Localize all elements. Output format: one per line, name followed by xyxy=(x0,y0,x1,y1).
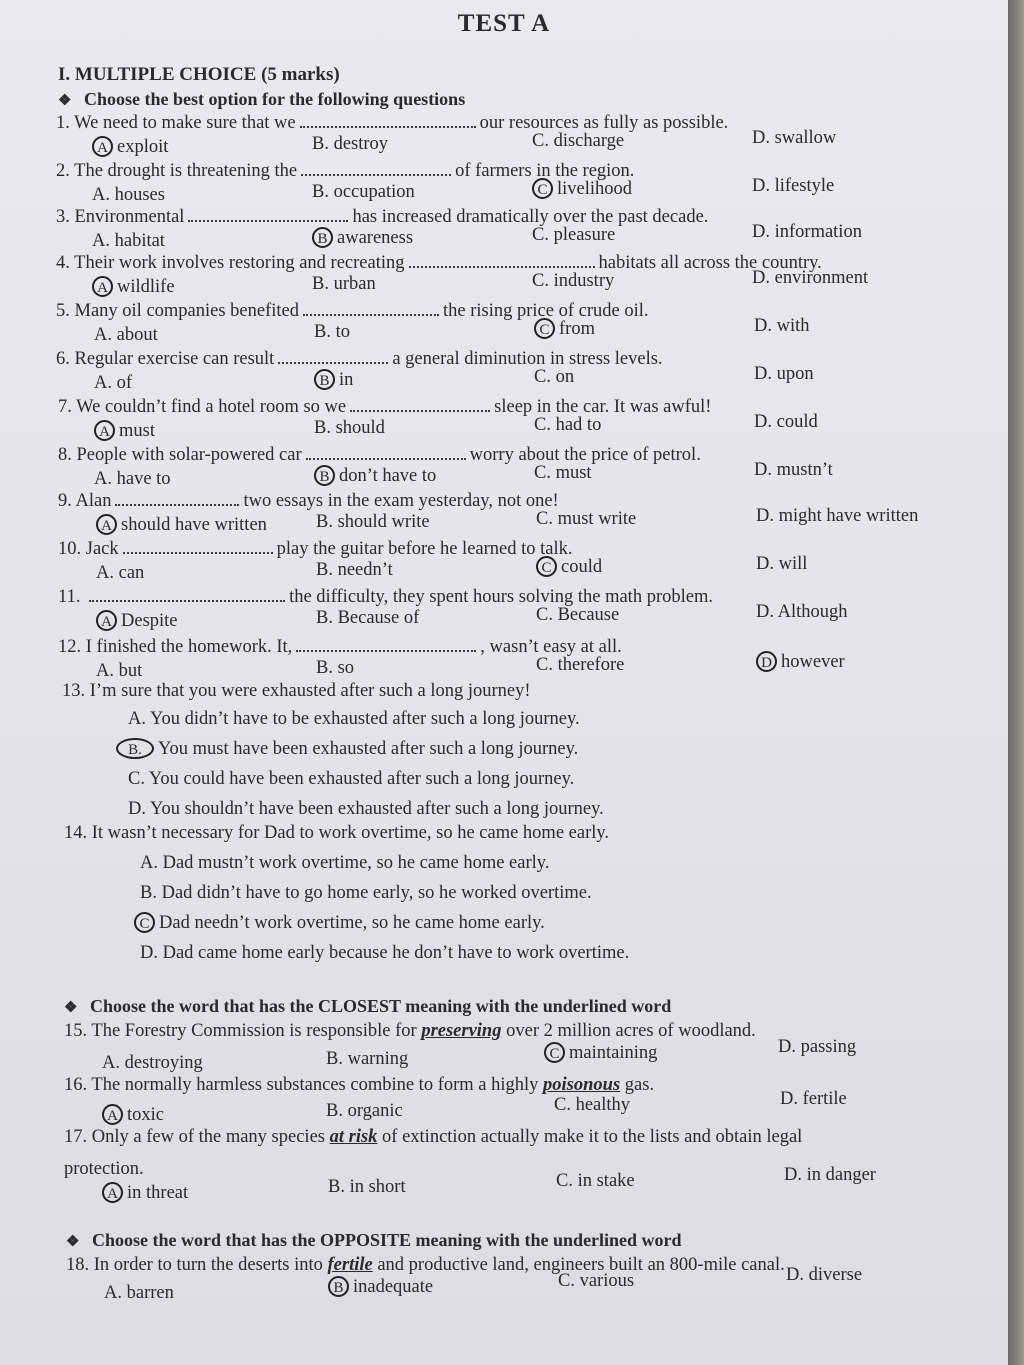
question-10-option-a[interactable] xyxy=(96,562,144,584)
question-stem xyxy=(58,444,701,466)
option-text: C. discharge xyxy=(532,131,625,151)
option-text: livelihood xyxy=(557,179,633,199)
question-stem-end: a general diminution in stress levels. xyxy=(392,349,663,369)
question-stem-end: habitats all across the country. xyxy=(598,253,822,273)
question-6-option-a[interactable] xyxy=(94,372,132,394)
diamond-bullet-icon: ❖ xyxy=(58,93,72,109)
q17-stem-line2: protection. xyxy=(64,1159,144,1179)
selected-answer-circle: A xyxy=(96,610,117,631)
question-5-option-b[interactable] xyxy=(314,321,350,343)
question-4-option-a[interactable] xyxy=(92,276,175,298)
question-11-option-c[interactable] xyxy=(536,604,619,626)
question-3-option-d[interactable] xyxy=(752,221,862,243)
answer-blank[interactable] xyxy=(306,444,466,460)
question-7-option-d[interactable] xyxy=(754,411,818,433)
q15-stem-start: 15. The Forestry Commission is responsible for xyxy=(64,1021,417,1041)
question-2-option-a[interactable] xyxy=(92,184,165,206)
question-stem-end: , wasn’t easy at all. xyxy=(480,637,622,657)
q18-option-b-text: inadequate xyxy=(353,1277,434,1297)
question-5-option-d[interactable] xyxy=(754,315,810,337)
question-5-option-c[interactable] xyxy=(534,318,595,340)
question-number: 1. xyxy=(56,113,75,133)
question-stem-start: Alan xyxy=(75,491,112,511)
question-2-option-d[interactable] xyxy=(752,175,834,197)
question-4-option-d[interactable] xyxy=(752,267,868,289)
question-6-option-c[interactable] xyxy=(534,366,574,388)
question-10-option-c[interactable] xyxy=(536,556,602,578)
option-text: Despite xyxy=(121,611,178,631)
q15-option-c-text: maintaining xyxy=(569,1043,658,1063)
q16-stem-end: gas. xyxy=(624,1075,655,1095)
q18-option-a[interactable]: A. barren xyxy=(104,1283,174,1303)
answer-blank[interactable] xyxy=(409,252,595,268)
option-text: however xyxy=(781,652,845,672)
option-text: D. might have written xyxy=(756,506,919,526)
question-stem-start: We couldn’t find a hotel room so we xyxy=(76,397,347,417)
answer-blank[interactable] xyxy=(278,348,388,364)
q18-option-c[interactable]: C. various xyxy=(558,1271,635,1291)
selected-answer-circle: B xyxy=(328,1276,349,1297)
selected-answer-circle: C xyxy=(544,1042,565,1063)
option-text: A. can xyxy=(96,563,145,583)
question-stem xyxy=(58,490,559,512)
question-stem-end: our resources as fully as possible. xyxy=(479,113,729,133)
option-text: C. industry xyxy=(532,271,615,291)
question-1-option-a[interactable] xyxy=(92,136,168,158)
q16-stem xyxy=(64,1074,654,1096)
option-text: should have written xyxy=(121,515,267,535)
q17-option-d[interactable]: D. in danger xyxy=(784,1165,876,1185)
question-12-option-c[interactable] xyxy=(536,654,624,676)
option-text: C. had to xyxy=(534,415,602,435)
option-text: from xyxy=(559,319,595,339)
q16-option-c[interactable]: C. healthy xyxy=(554,1095,631,1115)
question-stem-end: the rising price of crude oil. xyxy=(443,301,649,321)
option-text: must xyxy=(119,421,155,441)
option-text: D. environment xyxy=(752,268,869,288)
question-1-option-c[interactable] xyxy=(532,130,624,152)
answer-blank[interactable] xyxy=(115,490,239,506)
question-3-option-b[interactable] xyxy=(312,227,413,249)
option-text: don’t have to xyxy=(339,466,437,486)
question-number: 8. xyxy=(58,445,77,465)
option-text: exploit xyxy=(117,137,169,157)
instruction-text: Choose the word that has the CLOSEST meaning with the underlined word xyxy=(90,996,672,1016)
selected-answer-circle: A xyxy=(92,276,113,297)
question-8-option-a[interactable] xyxy=(94,468,171,490)
q14-stem: 14. It wasn’t necessary for Dad to work overtime, so he came home early. xyxy=(64,823,610,843)
question-9-option-b[interactable] xyxy=(316,511,430,533)
option-text: C. must xyxy=(534,463,592,483)
option-text: D. upon xyxy=(754,364,814,384)
answer-blank[interactable] xyxy=(296,636,476,652)
q14-option-a[interactable]: A. Dad mustn’t work overtime, so he came home early. xyxy=(140,853,550,873)
option-text: B. urban xyxy=(312,274,376,294)
option-text: B. Because of xyxy=(316,608,420,628)
q17-option-c[interactable]: C. in stake xyxy=(556,1171,635,1191)
question-6-option-d[interactable] xyxy=(754,363,814,385)
answer-blank[interactable] xyxy=(303,300,439,316)
instruction-best-option xyxy=(58,89,465,110)
option-text: B. destroy xyxy=(312,134,389,154)
question-9-option-a[interactable] xyxy=(96,514,267,536)
question-number: 3. xyxy=(56,207,75,227)
answer-blank[interactable] xyxy=(301,160,451,176)
selected-answer-circle: A xyxy=(94,420,115,441)
option-text: B. should write xyxy=(316,512,430,532)
question-12-option-b[interactable] xyxy=(316,657,354,679)
q18-option-d[interactable]: D. diverse xyxy=(786,1265,863,1285)
option-text: could xyxy=(561,557,603,577)
q15-underlined-word: preserving xyxy=(421,1021,502,1041)
question-number: 7. xyxy=(58,397,77,417)
option-text: wildlife xyxy=(117,277,175,297)
q13-option-d[interactable]: D. You shouldn’t have been exhausted after such a long journey. xyxy=(128,799,604,819)
option-text: B. occupation xyxy=(312,182,415,202)
q14-option-d[interactable]: D. Dad came home early because he don’t have to work overtime. xyxy=(140,943,630,963)
question-11-option-d[interactable] xyxy=(756,601,847,623)
selected-answer-circle: B xyxy=(314,369,335,390)
q13-option-d-text: You shouldn’t have been exhausted after such a long journey. xyxy=(149,799,604,819)
answer-blank[interactable] xyxy=(350,396,490,412)
selected-answer-circle: C xyxy=(134,912,155,933)
q16-stem-start: 16. The normally harmless substances combine to form a highly xyxy=(64,1075,539,1095)
question-7-option-b[interactable] xyxy=(314,417,385,439)
question-8-option-c[interactable] xyxy=(534,462,592,484)
question-stem xyxy=(58,538,573,560)
q17-option-a-text: in threat xyxy=(127,1183,189,1203)
option-text: C. on xyxy=(534,367,575,387)
q16-option-a[interactable] xyxy=(102,1104,164,1126)
option-text: A. but xyxy=(96,661,143,681)
selected-answer-circle: B. xyxy=(116,738,154,759)
q17-option-b[interactable]: B. in short xyxy=(328,1177,406,1197)
question-7-option-c[interactable] xyxy=(534,414,601,436)
selected-answer-circle: A xyxy=(102,1182,123,1203)
q17-stem-end: of extinction actually make it to the lists and obtain legal xyxy=(382,1127,803,1147)
option-text: A. have to xyxy=(94,469,171,489)
question-stem-start: The drought is threatening the xyxy=(74,161,298,181)
question-number: 10. xyxy=(58,539,86,559)
q13-stem: 13. I’m sure that you were exhausted after such a long journey! xyxy=(62,681,531,701)
question-6-option-b[interactable] xyxy=(314,369,353,391)
question-8-option-b[interactable] xyxy=(314,465,436,487)
selected-answer-circle: C xyxy=(536,556,557,577)
question-number: 6. xyxy=(56,349,75,369)
answer-blank[interactable] xyxy=(300,112,476,128)
q16-option-d[interactable]: D. fertile xyxy=(780,1089,847,1109)
question-number: 5. xyxy=(56,301,75,321)
question-number: 4. xyxy=(56,253,75,273)
section-heading: I. MULTIPLE CHOICE (5 marks) xyxy=(58,64,340,85)
q18-underlined-word: fertile xyxy=(327,1255,373,1275)
question-7-option-a[interactable] xyxy=(94,420,155,442)
option-text: A. about xyxy=(94,325,158,345)
question-10-option-d[interactable] xyxy=(756,553,807,575)
q15-stem-end: over 2 million acres of woodland. xyxy=(506,1021,756,1041)
q18-stem-end: and productive land, engineers built an 800-mile canal. xyxy=(377,1255,785,1275)
question-4-option-c[interactable] xyxy=(532,270,614,292)
option-text: D. information xyxy=(752,222,862,242)
question-11-option-b[interactable] xyxy=(316,607,419,629)
selected-answer-circle: C xyxy=(532,178,553,199)
instruction-text: Choose the best option for the following questions xyxy=(84,89,466,109)
question-3-option-c[interactable] xyxy=(532,224,615,246)
question-stem-end: two essays in the exam yesterday, not one! xyxy=(243,491,559,511)
question-2-option-b[interactable] xyxy=(312,181,415,203)
q18-stem-start: 18. In order to turn the deserts into xyxy=(66,1255,323,1275)
question-1-option-d[interactable] xyxy=(752,127,836,149)
q15-option-b[interactable]: B. warning xyxy=(326,1049,409,1069)
question-stem-end: worry about the price of petrol. xyxy=(469,445,701,465)
option-text: C. must write xyxy=(536,509,637,529)
question-stem-end: the difficulty, they spent hours solving the math problem. xyxy=(289,587,713,607)
q15-option-a[interactable]: A. destroying xyxy=(102,1053,203,1073)
q14-option-b[interactable]: B. Dad didn’t have to go home early, so he worked overtime. xyxy=(140,883,592,903)
q13-option-a[interactable]: A. You didn’t have to be exhausted after such a long journey. xyxy=(128,709,580,729)
instruction-closest-meaning xyxy=(64,996,671,1017)
diamond-bullet-icon: ❖ xyxy=(66,1234,80,1250)
option-text: C. pleasure xyxy=(532,225,616,245)
selected-answer-circle: B xyxy=(314,465,335,486)
question-9-option-c[interactable] xyxy=(536,508,636,530)
q17-underlined-word: at risk xyxy=(329,1127,378,1147)
q14-option-c[interactable] xyxy=(134,912,545,934)
answer-blank[interactable] xyxy=(89,586,285,602)
q18-option-b[interactable] xyxy=(328,1276,433,1298)
question-2-option-c[interactable] xyxy=(532,178,632,200)
option-text: in xyxy=(339,370,354,390)
option-text: C. therefore xyxy=(536,655,625,675)
q18-stem xyxy=(66,1254,785,1276)
q17-stem-start: 17. Only a few of the many species xyxy=(64,1127,325,1147)
option-text: D. lifestyle xyxy=(752,176,835,196)
selected-answer-circle: A xyxy=(96,514,117,535)
question-stem-start: People with solar-powered car xyxy=(76,445,302,465)
option-text: D. Although xyxy=(756,602,848,622)
question-stem-end: play the guitar before he learned to talk. xyxy=(276,539,573,559)
q14-option-c-text: Dad needn’t work overtime, so he came home early. xyxy=(159,913,545,933)
option-text: D. could xyxy=(754,412,818,432)
question-stem xyxy=(56,252,822,274)
option-text: B. should xyxy=(314,418,385,438)
option-text: A. houses xyxy=(92,185,165,205)
option-text: B. so xyxy=(316,658,355,678)
q17-stem xyxy=(64,1126,802,1148)
selected-answer-circle: D xyxy=(756,651,777,672)
instruction-opposite-meaning xyxy=(66,1230,682,1251)
selected-answer-circle: A xyxy=(102,1104,123,1125)
question-stem-start: Jack xyxy=(85,539,119,559)
q15-option-c[interactable] xyxy=(544,1042,657,1064)
question-10-option-b[interactable] xyxy=(316,559,393,581)
option-text: C. Because xyxy=(536,605,620,625)
question-9-option-d[interactable] xyxy=(756,505,918,527)
option-text: B. to xyxy=(314,322,350,342)
selected-answer-circle: A xyxy=(92,136,113,157)
question-3-option-a[interactable] xyxy=(92,230,165,252)
diamond-bullet-icon: ❖ xyxy=(64,1000,78,1016)
question-5-option-a[interactable] xyxy=(94,324,158,346)
question-12-option-d[interactable] xyxy=(756,651,845,673)
option-text: D. will xyxy=(756,554,808,574)
q13-option-c[interactable]: C. You could have been exhausted after such a long journey. xyxy=(128,769,575,789)
option-text: D. with xyxy=(754,316,810,336)
q13-option-c-text: You could have been exhausted after such a long journey. xyxy=(148,769,575,789)
q16-option-a-text: toxic xyxy=(127,1105,164,1125)
question-8-option-d[interactable] xyxy=(754,459,833,481)
answer-blank[interactable] xyxy=(123,538,273,554)
answer-blank[interactable] xyxy=(188,206,348,222)
question-4-option-b[interactable] xyxy=(312,273,376,295)
question-number: 11. xyxy=(58,587,86,607)
option-text: B. needn’t xyxy=(316,560,393,580)
question-stem-start: Regular exercise can result xyxy=(74,349,275,369)
option-text: A. of xyxy=(94,373,133,393)
question-number: 12. xyxy=(58,637,86,657)
selected-answer-circle: B xyxy=(312,227,333,248)
question-12-option-a[interactable] xyxy=(96,660,142,682)
option-text: D. mustn’t xyxy=(754,460,833,480)
q13-option-b[interactable] xyxy=(116,738,578,760)
option-text: awareness xyxy=(337,228,414,248)
q16-underlined-word: poisonous xyxy=(543,1075,621,1095)
option-text: D. swallow xyxy=(752,128,837,148)
question-stem-start: We need to make sure that we xyxy=(74,113,296,133)
q15-option-d[interactable]: D. passing xyxy=(778,1037,857,1057)
question-stem-start: I finished the homework. It, xyxy=(85,637,293,657)
q13-option-b-text: You must have been exhausted after such a long journey. xyxy=(158,739,579,759)
question-number: 9. xyxy=(58,491,76,511)
question-11-option-a[interactable] xyxy=(96,610,178,632)
question-stem-end: has increased dramatically over the past decade. xyxy=(352,207,709,227)
question-stem-start: Their work involves restoring and recreating xyxy=(74,253,405,273)
q13-option-a-text: You didn’t have to be exhausted after such a long journey. xyxy=(149,709,580,729)
question-stem-end: of farmers in the region. xyxy=(455,161,635,181)
selected-answer-circle: C xyxy=(534,318,555,339)
question-stem xyxy=(56,112,728,134)
question-stem-start: Environmental xyxy=(74,207,185,227)
q17-option-a[interactable] xyxy=(102,1182,188,1204)
question-number: 2. xyxy=(56,161,75,181)
question-stem-end: sleep in the car. It was awful! xyxy=(494,397,712,417)
test-title: TEST A xyxy=(457,10,551,37)
instruction-text: Choose the word that has the OPPOSITE meaning with the underlined word xyxy=(92,1230,682,1250)
q15-stem xyxy=(64,1020,756,1042)
question-stem xyxy=(58,396,711,418)
question-stem-start: Many oil companies benefited xyxy=(74,301,300,321)
table-edge xyxy=(1008,0,1024,1365)
q16-option-b[interactable]: B. organic xyxy=(326,1101,403,1121)
question-1-option-b[interactable] xyxy=(312,133,388,155)
option-text: A. habitat xyxy=(92,231,165,251)
